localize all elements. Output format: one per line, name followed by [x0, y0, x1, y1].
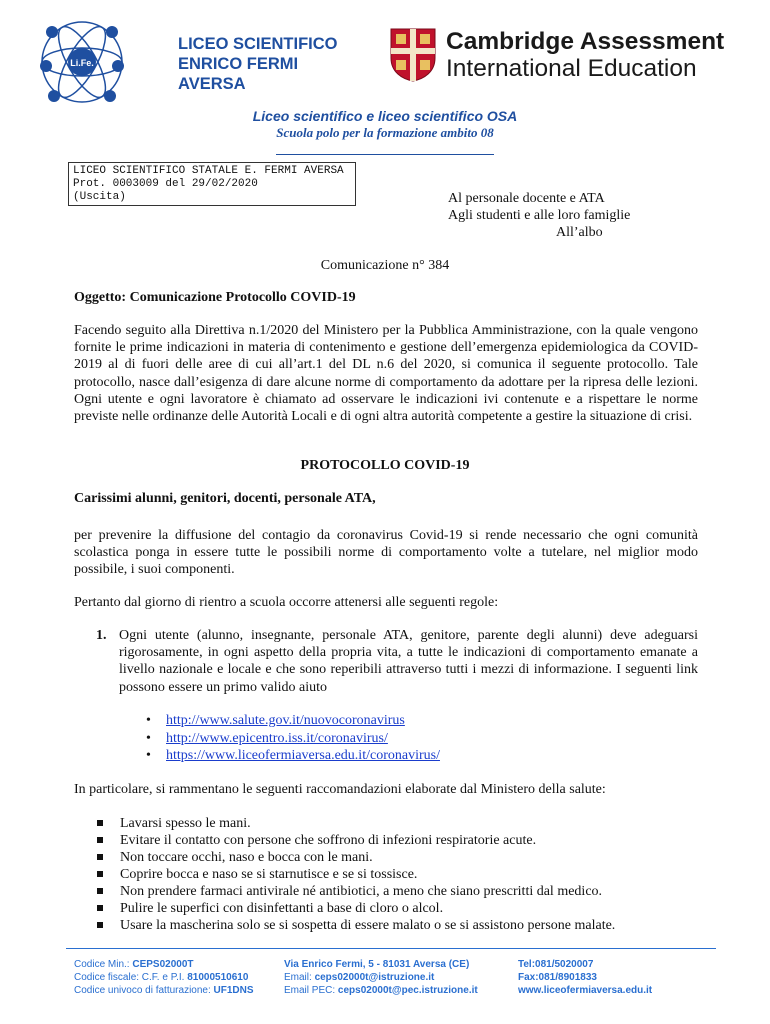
- list-item: [146, 712, 440, 730]
- footer-codes: Codice Min.: CEPS02000T Codice fiscale: C.F. e P.I. 81000510610 Codice univoco di fatturazione: UF1DNS: [74, 959, 254, 996]
- list-item: Lavarsi spesso le mani.: [96, 815, 615, 832]
- prevention-paragraph: per prevenire la diffusione del contagio da coronavirus Covid-19 si rende necessario che ogni comunità scolastica ponga in essere tutte le possibili norme di comportamento volte a tutelare, nel miglior modo possibile, i suoi componenti.: [74, 528, 698, 578]
- recommendations-intro: In particolare, si rammentano le seguenti raccomandazioni elaborate dal Ministero della salute:: [74, 782, 606, 797]
- list-item: Coprire bocca e naso se si starnutisce e se si tossisce.: [96, 866, 615, 883]
- footer-address: Via Enrico Fermi, 5 - 81031 Aversa (CE) Email: ceps02000t@istruzione.it Email PEC: ceps02000t@pec.istruzione.it: [284, 959, 478, 996]
- link-list: [146, 712, 440, 765]
- footer-divider: [66, 948, 716, 949]
- rule-number: 1.: [96, 628, 107, 643]
- subject-line: Oggetto: Comunicazione Protocollo COVID-19: [74, 290, 356, 305]
- list-item: Non prendere farmaci antivirale né antibiotici, a meno che siano prescritti dal medico.: [96, 883, 615, 900]
- link-liceo[interactable]: https://www.liceofermiaversa.edu.it/coronavirus/: [166, 748, 440, 763]
- footer-contacts: Tel:081/5020007 Fax:081/8901833 www.liceofermiaversa.edu.it: [518, 959, 653, 996]
- greeting: Carissimi alunni, genitori, docenti, personale ATA,: [74, 491, 376, 506]
- protocol-title: PROTOCOLLO COVID-19: [300, 458, 470, 473]
- cambridge-title: Cambridge Assessment International Education: [446, 28, 725, 82]
- school-logo: [38, 18, 168, 106]
- svg-text:Li.Fe.: Li.Fe.: [70, 58, 94, 68]
- link-salute[interactable]: http://www.salute.gov.it/nuovocoronavirus: [166, 713, 405, 728]
- list-item: Non toccare occhi, naso e bocca con le mani.: [96, 849, 615, 866]
- rule-item-1: [96, 627, 698, 696]
- list-item: Evitare il contatto con persone che soffrono di infezioni respiratorie acute.: [96, 832, 615, 849]
- list-item: [146, 730, 440, 748]
- protocol-stamp: LICEO SCIENTIFICO STATALE E. FERMI AVERSA Prot. 0003009 del 29/02/2020 (Uscita): [68, 162, 356, 206]
- communication-number: Comunicazione n° 384: [320, 258, 450, 273]
- list-item: [146, 747, 440, 765]
- list-item: Pulire le superfici con disinfettanti a base di cloro o alcol.: [96, 900, 615, 917]
- header-divider: [276, 154, 494, 155]
- cambridge-shield-icon: [390, 28, 436, 82]
- rule-text: Ogni utente (alunno, insegnante, personale ATA, genitore, parente degli alunni) deve adeguarsi rigorosamente, in ogni aspetto della propria vita, a tutte le indicazioni di comportamento emanate a livello nazionale e locale e che sono reperibili attraverso tutti i mezzi di informazione. I seguenti link possono essere un primo valido aiuto: [119, 628, 698, 695]
- school-name: LICEO SCIENTIFICO ENRICO FERMI AVERSA: [178, 35, 338, 93]
- school-subtitle-2: Scuola polo per la formazione ambito 08: [276, 125, 494, 140]
- rules-intro: Pertanto dal giorno di rientro a scuola occorre attenersi alle seguenti regole:: [74, 595, 499, 610]
- link-epicentro[interactable]: http://www.epicentro.iss.it/coronavirus/: [166, 730, 388, 746]
- school-subtitle: Liceo scientifico e liceo scientifico OSA: [252, 108, 518, 124]
- intro-paragraph: Facendo seguito alla Direttiva n.1/2020 del Ministero per la Pubblica Amministrazione, con la quale vengono fornite le prime indicazioni in materia di contenimento e gestione dell’emergenza epidemiologica da COVID-2019 al di fuori delle aree di cui all’art.1 del DL n.6 del 2020, si comunica il seguente protocollo. Tale protocollo, nasce dall’esigenza di dare alcune norme di comportamento da adottare per la ripresa delle lezioni. Ogni utente e ogni lavoratore è chiamato ad osservare le indicazioni ivi contenute e a rispettare le norme previste nelle ordinanze delle Autorità Locali e di ogni altra autorità competente a gestire la situazione di crisi.: [74, 323, 698, 425]
- list-item: Usare la mascherina solo se si sospetta di essere malato o se si assistono persone malate.: [96, 917, 615, 934]
- recipients: Al personale docente e ATA Agli studenti e alle loro famiglie All’albo: [448, 191, 631, 240]
- recommendations-list: [96, 815, 615, 934]
